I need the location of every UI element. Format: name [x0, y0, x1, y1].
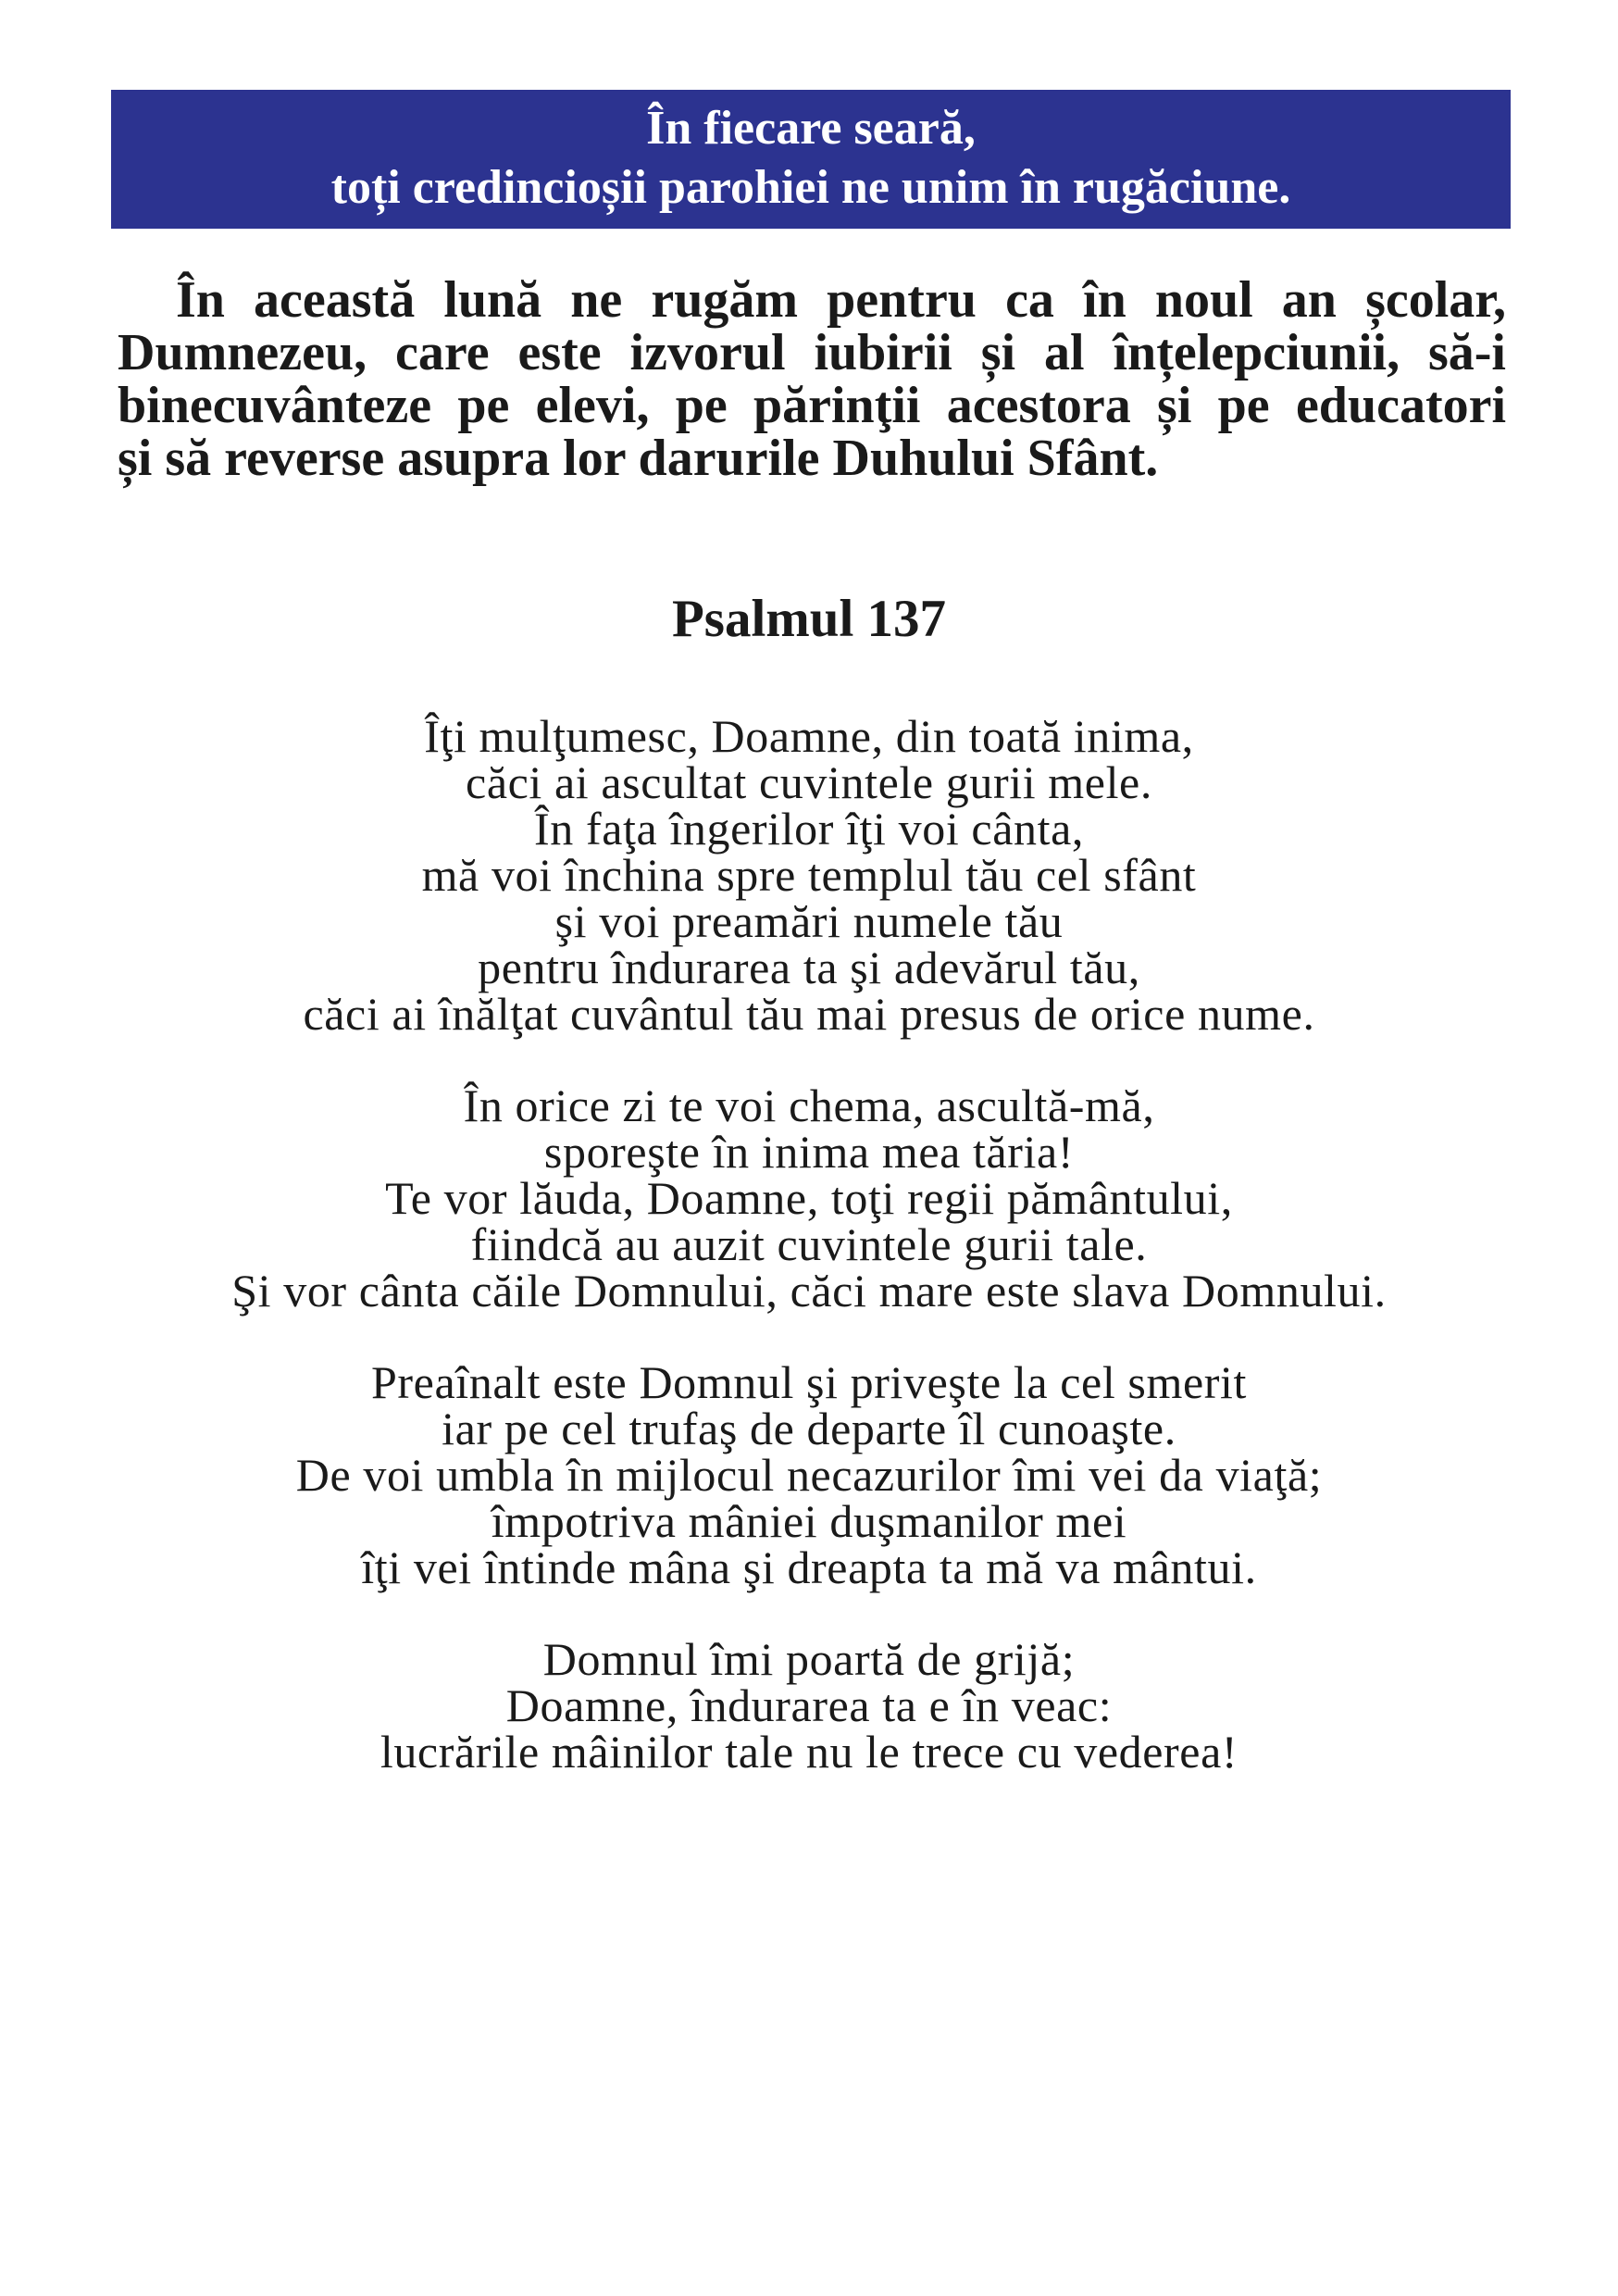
- psalm-verse: şi voi preamări numele tău: [554, 895, 1064, 947]
- intention-line: În această lună ne rugăm pentru ca în noul an școlar,: [176, 271, 1506, 329]
- psalm-verse: sporeşte în inima mea tăria!: [543, 1126, 1075, 1178]
- intention-line: și să reverse asupra lor darurile Duhului Sfânt.: [118, 430, 1159, 487]
- psalm-stanza: [0, 1079, 1618, 1316]
- psalm-stanza: [0, 710, 1618, 1040]
- psalm-verse: căci ai ascultat cuvintele gurii mele.: [466, 756, 1152, 808]
- psalm-verse: îţi vei întinde mâna şi dreapta ta mă va mântui.: [361, 1541, 1257, 1593]
- psalm-verse: Doamne, îndurarea ta e în veac:: [505, 1679, 1113, 1731]
- intention-line: Dumnezeu, care este izvorul iubirii și al înțelepciunii, să-i: [118, 324, 1506, 381]
- psalm-verse: împotriva mâniei duşmanilor mei: [491, 1495, 1127, 1547]
- psalm-verse: căci ai înălţat cuvântul tău mai presus de orice nume.: [303, 988, 1315, 1040]
- psalm-stanza: [0, 1356, 1618, 1593]
- psalm-verse: În faţa îngerilor îţi voi cânta,: [534, 803, 1084, 855]
- psalm-verse: Şi vor cânta căile Domnului, căci mare este slava Domnului.: [231, 1265, 1387, 1316]
- psalm-verse: Preaînalt este Domnul şi priveşte la cel smerit: [371, 1356, 1247, 1408]
- psalm-verse: Îţi mulţumesc, Doamne, din toată inima,: [424, 710, 1194, 762]
- psalm-verse: lucrările mâinilor tale nu le trece cu vederea!: [380, 1726, 1238, 1778]
- psalm-text: [0, 710, 1618, 1778]
- banner-line-1: În fiecare seară,: [646, 102, 976, 155]
- banner-line-2: toți credincioșii parohiei ne unim în rugăciune.: [330, 161, 1291, 214]
- intention-line: binecuvânteze pe elevi, pe părinţii acestora și pe educatori: [118, 377, 1506, 434]
- psalm-verse: fiindcă au auzit cuvintele gurii tale.: [470, 1218, 1148, 1270]
- psalm-verse: De voi umbla în mijlocul necazurilor îmi vei da viaţă;: [295, 1449, 1323, 1501]
- psalm-verse: mă voi închina spre templul tău cel sfânt: [421, 849, 1197, 901]
- psalm-verse: În orice zi te voi chema, ascultă-mă,: [463, 1079, 1155, 1131]
- monthly-intention: [118, 271, 1506, 487]
- psalm-title: Psalmul 137: [671, 590, 947, 648]
- psalm-verse: Te vor lăuda, Doamne, toţi regii pământului,: [385, 1172, 1233, 1224]
- prayer-banner: [111, 90, 1511, 229]
- psalm-verse: pentru îndurarea ta şi adevărul tău,: [478, 942, 1140, 993]
- psalm-stanza: [0, 1633, 1618, 1778]
- psalm-verse: iar pe cel trufaş de departe îl cunoaşte.: [442, 1403, 1176, 1454]
- psalm-verse: Domnul îmi poartă de grijă;: [542, 1633, 1076, 1685]
